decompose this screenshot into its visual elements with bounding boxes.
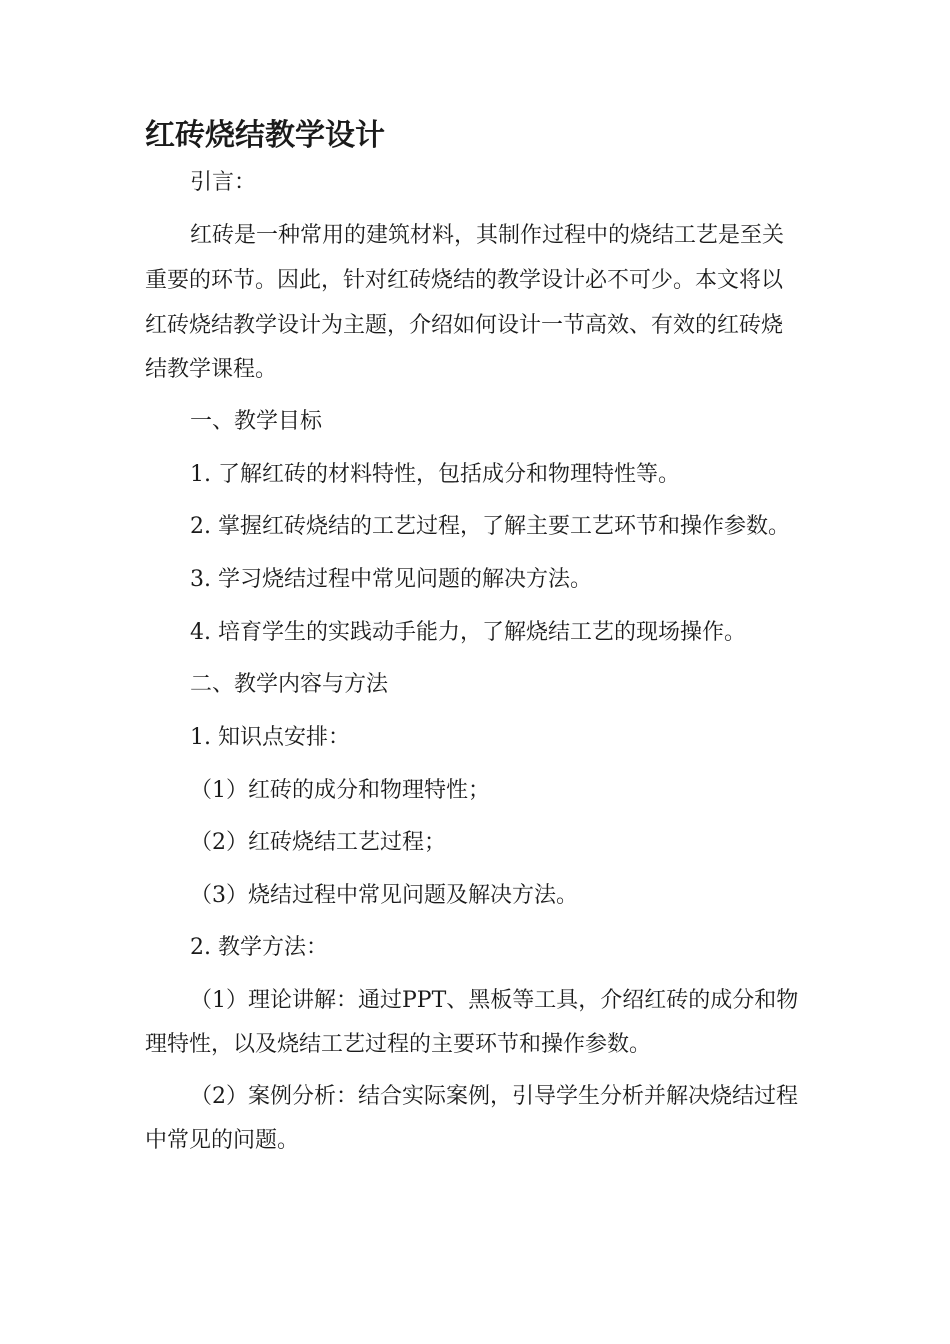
section1-heading: 一、教学目标 <box>190 409 323 434</box>
methods-heading: 2. 教学方法： <box>190 935 328 960</box>
intro-line-1: 红砖是一种常用的建筑材料，其制作过程中的烧结工艺是至关 <box>190 223 785 248</box>
document-title: 红砖烧结教学设计 <box>145 118 385 153</box>
section2-heading: 二、教学内容与方法 <box>190 672 389 697</box>
knowledge-item-2: （2）红砖烧结工艺过程； <box>190 830 446 855</box>
intro-heading: 引言： <box>190 170 257 195</box>
intro-line-3: 红砖烧结教学设计为主题，介绍如何设计一节高效、有效的红砖烧 <box>145 313 784 338</box>
goal-item-2: 2. 掌握红砖烧结的工艺过程，了解主要工艺环节和操作参数。 <box>190 514 790 539</box>
intro-line-2: 重要的环节。因此，针对红砖烧结的教学设计必不可少。本文将以 <box>145 268 784 293</box>
knowledge-heading: 1. 知识点安排： <box>190 725 350 750</box>
knowledge-item-3: （3）烧结过程中常见问题及解决方法。 <box>190 883 578 908</box>
method-item-2-line-1: （2）案例分析：结合实际案例，引导学生分析并解决烧结过程 <box>190 1084 798 1109</box>
goal-item-1: 1. 了解红砖的材料特性，包括成分和物理特性等。 <box>190 462 680 487</box>
method-item-1-line-2: 理特性，以及烧结工艺过程的主要环节和操作参数。 <box>145 1032 652 1057</box>
intro-line-4: 结教学课程。 <box>145 357 278 382</box>
goal-item-4: 4. 培育学生的实践动手能力，了解烧结工艺的现场操作。 <box>190 620 746 645</box>
knowledge-item-1: （1）红砖的成分和物理特性； <box>190 778 490 803</box>
goal-item-3: 3. 学习烧结过程中常见问题的解决方法。 <box>190 567 592 592</box>
method-item-2-line-2: 中常见的问题。 <box>145 1128 300 1153</box>
method-item-1-line-1: （1）理论讲解：通过PPT、黑板等工具，介绍红砖的成分和物 <box>190 988 799 1013</box>
